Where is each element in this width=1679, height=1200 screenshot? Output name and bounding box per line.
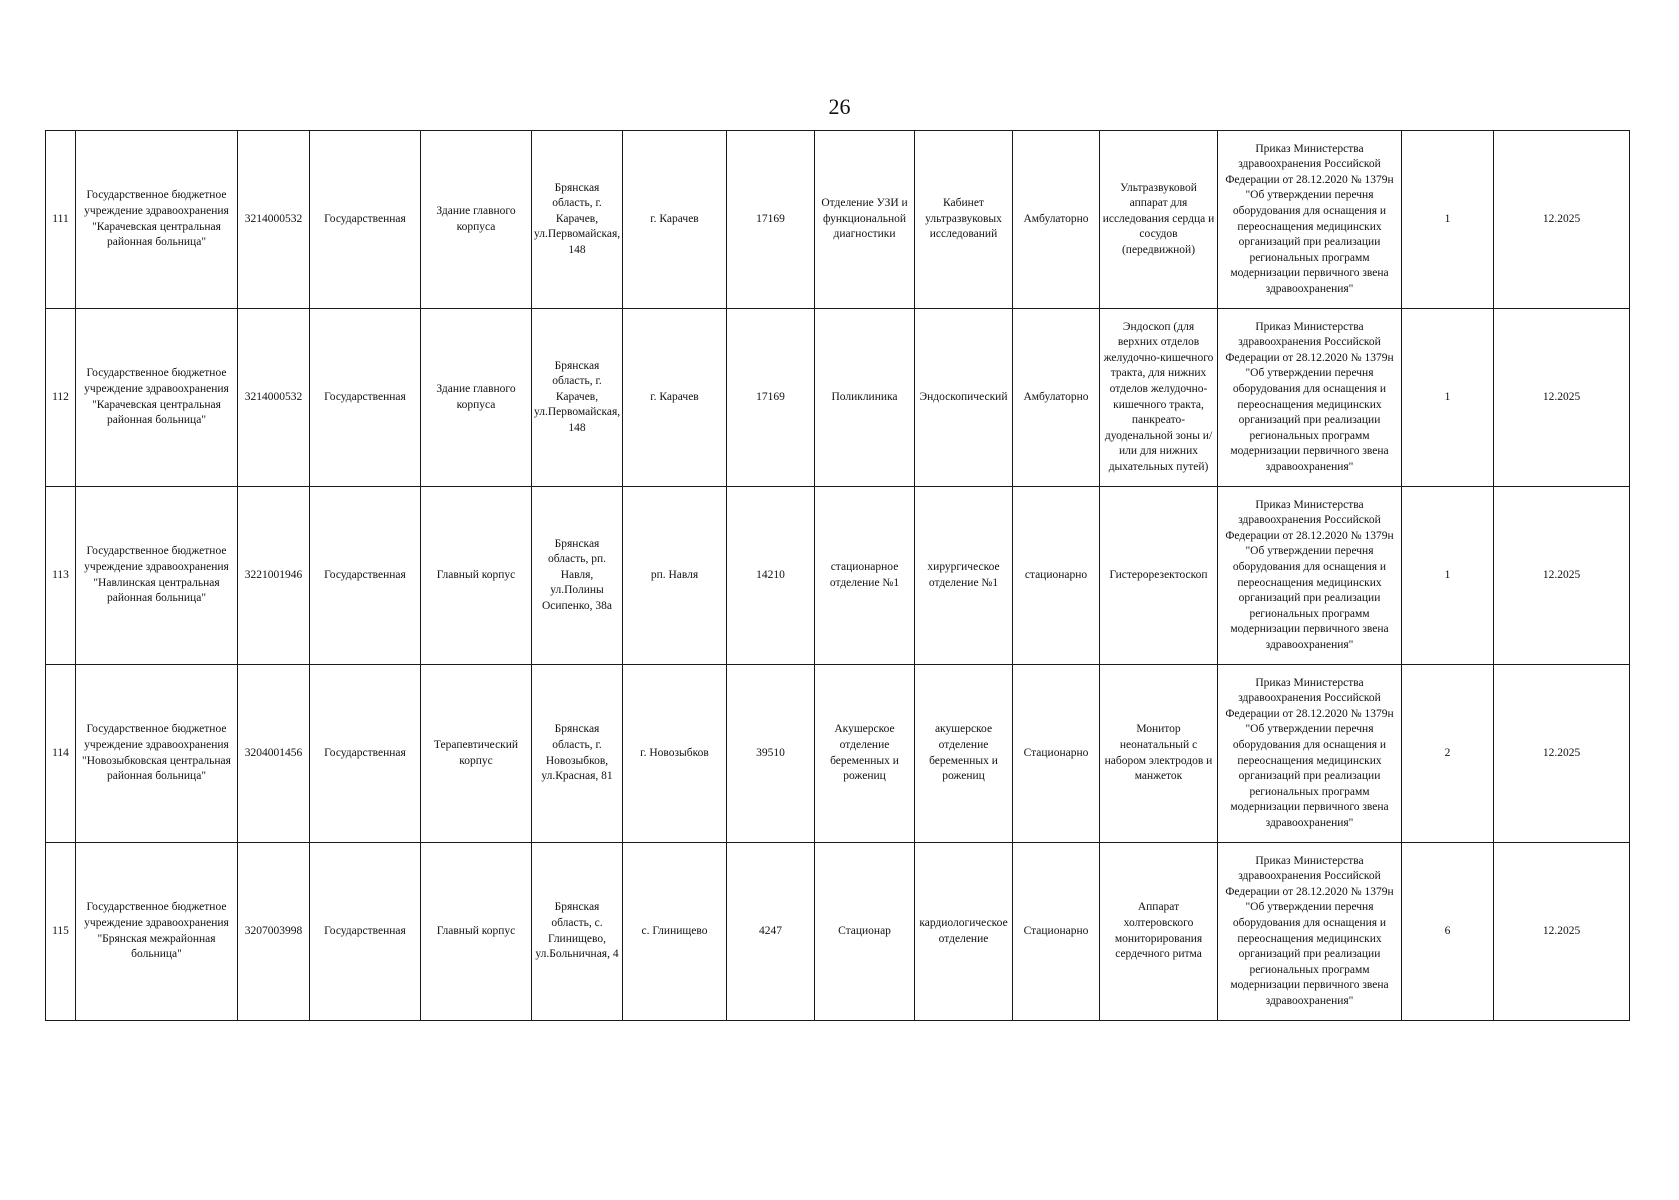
locality: г. Карачев — [623, 131, 727, 309]
row-number: 113 — [46, 487, 76, 665]
legal-basis: Приказ Министерства здравоохранения Российской Федерации от 28.12.2020 № 1379н "Об утверждении перечня оборудования для оснащения и переоснащения медицинских организаций при реализации региональных программ модернизации первичного звена здравоохранения" — [1218, 309, 1402, 487]
department: Стационар — [815, 843, 915, 1021]
quantity: 1 — [1402, 131, 1494, 309]
organization-code: 3204001456 — [238, 665, 310, 843]
organization-name: Государственное бюджетное учреждение здравоохранения "Новозыбковская центральная районная больница" — [76, 665, 238, 843]
row-number: 112 — [46, 309, 76, 487]
address: Брянская область, с. Глинищево, ул.Больничная, 4 — [532, 843, 623, 1021]
deadline: 12.2025 — [1494, 665, 1630, 843]
quantity: 1 — [1402, 309, 1494, 487]
organization-name: Государственное бюджетное учреждение здравоохранения "Карачевская центральная районная больница" — [76, 309, 238, 487]
care-form: Стационарно — [1013, 665, 1100, 843]
table-row — [46, 131, 1630, 309]
population: 17169 — [727, 309, 815, 487]
address: Брянская область, г. Новозыбков, ул.Красная, 81 — [532, 665, 623, 843]
unit: хирургическое отделение №1 — [915, 487, 1013, 665]
table-row — [46, 487, 1630, 665]
department: Поликлиника — [815, 309, 915, 487]
population: 39510 — [727, 665, 815, 843]
row-number: 111 — [46, 131, 76, 309]
locality: с. Глинищево — [623, 843, 727, 1021]
ownership-form: Государственная — [310, 309, 421, 487]
ownership-form: Государственная — [310, 131, 421, 309]
legal-basis: Приказ Министерства здравоохранения Российской Федерации от 28.12.2020 № 1379н "Об утверждении перечня оборудования для оснащения и переоснащения медицинских организаций при реализации региональных программ модернизации первичного звена здравоохранения" — [1218, 131, 1402, 309]
table-body — [46, 131, 1630, 1021]
population: 4247 — [727, 843, 815, 1021]
organization-code: 3214000532 — [238, 309, 310, 487]
deadline: 12.2025 — [1494, 309, 1630, 487]
building-name: Здание главного корпуса — [421, 131, 532, 309]
table-row — [46, 665, 1630, 843]
unit: Эндоскопический — [915, 309, 1013, 487]
row-number: 115 — [46, 843, 76, 1021]
building-name: Главный корпус — [421, 843, 532, 1021]
equipment-name: Эндоскоп (для верхних отделов желудочно-кишечного тракта, для нижних отделов желудочно-кишечного тракта, панкреато-дуоденальной зоны и/или для нижних дыхательных путей) — [1100, 309, 1218, 487]
equipment-table — [45, 130, 1630, 1021]
deadline: 12.2025 — [1494, 843, 1630, 1021]
locality: рп. Навля — [623, 487, 727, 665]
row-number: 114 — [46, 665, 76, 843]
care-form: стационарно — [1013, 487, 1100, 665]
equipment-name: Гистерорезектоскоп — [1100, 487, 1218, 665]
care-form: Амбулаторно — [1013, 309, 1100, 487]
ownership-form: Государственная — [310, 665, 421, 843]
organization-name: Государственное бюджетное учреждение здравоохранения "Карачевская центральная районная больница" — [76, 131, 238, 309]
organization-code: 3214000532 — [238, 131, 310, 309]
deadline: 12.2025 — [1494, 131, 1630, 309]
care-form: Стационарно — [1013, 843, 1100, 1021]
equipment-name: Аппарат холтеровского мониторирования сердечного ритма — [1100, 843, 1218, 1021]
legal-basis: Приказ Министерства здравоохранения Российской Федерации от 28.12.2020 № 1379н "Об утверждении перечня оборудования для оснащения и переоснащения медицинских организаций при реализации региональных программ модернизации первичного звена здравоохранения" — [1218, 665, 1402, 843]
equipment-name: Монитор неонатальный с набором электродов и манжеток — [1100, 665, 1218, 843]
unit: кардиологическое отделение — [915, 843, 1013, 1021]
quantity: 6 — [1402, 843, 1494, 1021]
locality: г. Новозыбков — [623, 665, 727, 843]
equipment-name: Ультразвуковой аппарат для исследования сердца и сосудов (передвижной) — [1100, 131, 1218, 309]
organization-code: 3221001946 — [238, 487, 310, 665]
legal-basis: Приказ Министерства здравоохранения Российской Федерации от 28.12.2020 № 1379н "Об утверждении перечня оборудования для оснащения и переоснащения медицинских организаций при реализации региональных программ модернизации первичного звена здравоохранения" — [1218, 843, 1402, 1021]
organization-name: Государственное бюджетное учреждение здравоохранения "Навлинская центральная районная больница" — [76, 487, 238, 665]
ownership-form: Государственная — [310, 843, 421, 1021]
legal-basis: Приказ Министерства здравоохранения Российской Федерации от 28.12.2020 № 1379н "Об утверждении перечня оборудования для оснащения и переоснащения медицинских организаций при реализации региональных программ модернизации первичного звена здравоохранения" — [1218, 487, 1402, 665]
department: Акушерское отделение беременных и рожениц — [815, 665, 915, 843]
deadline: 12.2025 — [1494, 487, 1630, 665]
locality: г. Карачев — [623, 309, 727, 487]
address: Брянская область, г. Карачев, ул.Первомайская, 148 — [532, 309, 623, 487]
population: 17169 — [727, 131, 815, 309]
address: Брянская область, рп. Навля, ул.Полины Осипенко, 38а — [532, 487, 623, 665]
table-row — [46, 843, 1630, 1021]
population: 14210 — [727, 487, 815, 665]
quantity: 2 — [1402, 665, 1494, 843]
address: Брянская область, г. Карачев, ул.Первомайская, 148 — [532, 131, 623, 309]
care-form: Амбулаторно — [1013, 131, 1100, 309]
department: стационарное отделение №1 — [815, 487, 915, 665]
organization-name: Государственное бюджетное учреждение здравоохранения "Брянская межрайонная больница" — [76, 843, 238, 1021]
building-name: Главный корпус — [421, 487, 532, 665]
table-row — [46, 309, 1630, 487]
unit: акушерское отделение беременных и рожениц — [915, 665, 1013, 843]
building-name: Терапевтический корпус — [421, 665, 532, 843]
organization-code: 3207003998 — [238, 843, 310, 1021]
department: Отделение УЗИ и функциональной диагностики — [815, 131, 915, 309]
page-number: 26 — [828, 94, 851, 119]
ownership-form: Государственная — [310, 487, 421, 665]
unit: Кабинет ультразвуковых исследований — [915, 131, 1013, 309]
quantity: 1 — [1402, 487, 1494, 665]
building-name: Здание главного корпуса — [421, 309, 532, 487]
